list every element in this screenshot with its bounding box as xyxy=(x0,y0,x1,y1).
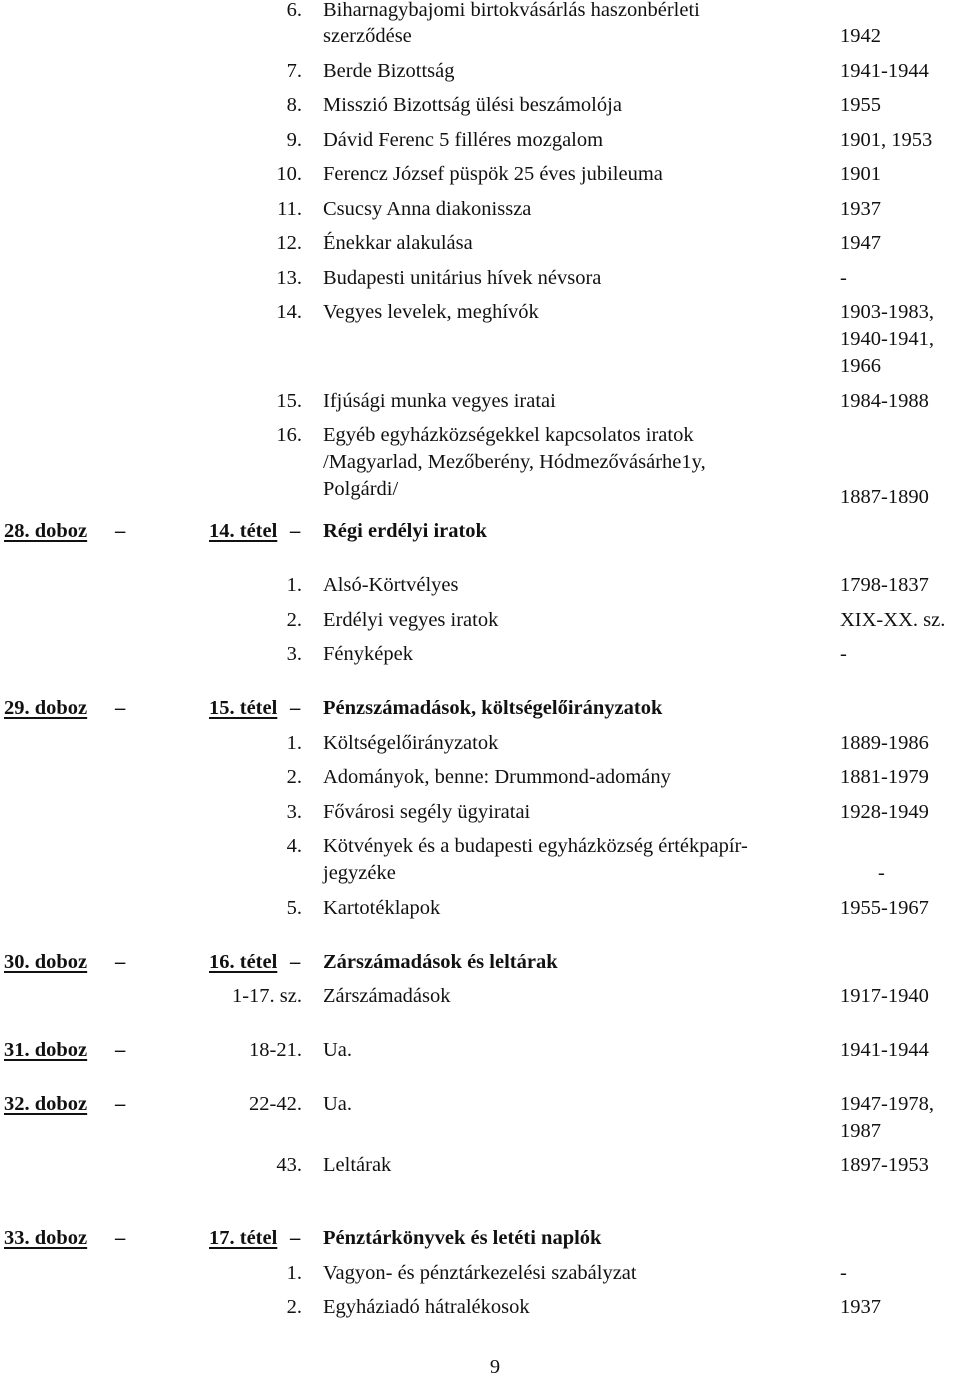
item-number: 1-17. sz. xyxy=(231,985,302,1007)
item-text: Ifjúsági munka vegyes iratai xyxy=(323,390,556,412)
item-text: Kartotéklapok xyxy=(323,897,441,919)
item-text: Adományok, benne: Drummond-adomány xyxy=(323,766,671,788)
item-number: 3. xyxy=(286,643,302,665)
tetel-label: 16. tétel xyxy=(209,951,278,973)
item-text: Zárszámadások xyxy=(323,985,451,1007)
item-text: Fényképek xyxy=(323,643,413,665)
item-text: Egyháziadó hátralékosok xyxy=(323,1296,530,1318)
item-date: - xyxy=(878,862,885,884)
item-text: Biharnagybajomi birtokvásárlás haszonbérleti xyxy=(323,0,700,21)
box-label: 31. doboz xyxy=(4,1039,88,1061)
item-text: Ferencz József püspök 25 éves jubileuma xyxy=(323,163,663,185)
item-number: 1. xyxy=(286,574,302,596)
dash: – xyxy=(115,1039,126,1061)
item-number: 3. xyxy=(286,801,302,823)
item-text: jegyzéke xyxy=(323,862,396,884)
item-date: 1947-1978, xyxy=(840,1093,934,1115)
dash: – xyxy=(115,697,126,719)
item-number: 8. xyxy=(286,94,302,116)
item-number: 10. xyxy=(276,163,302,185)
item-text: Dávid Ferenc 5 filléres mozgalom xyxy=(323,129,604,151)
item-number: 11. xyxy=(277,198,302,220)
item-number: 2. xyxy=(286,609,302,631)
item-date: 1887-1890 xyxy=(840,486,929,508)
item-date: 1901, 1953 xyxy=(840,129,933,151)
item-text: szerződése xyxy=(323,25,412,47)
box-label: 30. doboz xyxy=(4,951,88,973)
item-text: Alsó-Körtvélyes xyxy=(323,574,459,596)
item-number: 2. xyxy=(286,766,302,788)
section-title: Pénzszámadások, költségelőirányzatok xyxy=(323,697,663,719)
box-label: 28. doboz xyxy=(4,520,88,542)
item-date: 1903-1983, xyxy=(840,301,934,323)
item-date: XIX-XX. sz. xyxy=(840,609,946,631)
dash: – xyxy=(290,951,301,973)
item-number: 22-42. xyxy=(249,1093,302,1115)
item-text: Fővárosi segély ügyiratai xyxy=(323,801,531,823)
item-date: 1941-1944 xyxy=(840,1039,929,1061)
item-date: 1984-1988 xyxy=(840,390,929,412)
item-number: 4. xyxy=(286,835,302,857)
item-text: Kötvények és a budapesti egyházközség értékpapír- xyxy=(323,835,748,857)
item-number: 2. xyxy=(286,1296,302,1318)
item-number: 9. xyxy=(286,129,302,151)
item-date: 1955-1967 xyxy=(840,897,929,919)
box-label: 29. doboz xyxy=(4,697,88,719)
item-date: 1941-1944 xyxy=(840,60,929,82)
item-date: 1889-1986 xyxy=(840,732,929,754)
item-number: 14. xyxy=(276,301,302,323)
item-text: Ua. xyxy=(323,1039,353,1061)
item-number: 1. xyxy=(286,1262,302,1284)
item-number: 13. xyxy=(276,267,302,289)
item-text: Polgárdi/ xyxy=(323,478,399,500)
item-date: 1917-1940 xyxy=(840,985,929,1007)
item-number: 43. xyxy=(276,1154,302,1176)
item-date: 1966 xyxy=(840,355,881,377)
item-date: 1798-1837 xyxy=(840,574,929,596)
item-date: 1987 xyxy=(840,1120,881,1142)
dash: – xyxy=(290,697,301,719)
page-number: 9 xyxy=(489,1356,501,1378)
item-number: 5. xyxy=(286,897,302,919)
box-label: 33. doboz xyxy=(4,1227,88,1249)
item-number: 12. xyxy=(276,232,302,254)
item-date: - xyxy=(840,643,847,665)
item-date: 1897-1953 xyxy=(840,1154,929,1176)
item-date: 1942 xyxy=(840,25,881,47)
item-number: 16. xyxy=(276,424,302,446)
item-date: - xyxy=(840,1262,847,1284)
item-number: 18-21. xyxy=(249,1039,302,1061)
tetel-label: 14. tétel xyxy=(209,520,278,542)
item-date: 1928-1949 xyxy=(840,801,929,823)
item-text: Egyéb egyházközségekkel kapcsolatos iratok xyxy=(323,424,694,446)
item-date: 1940-1941, xyxy=(840,328,934,350)
item-text: Ua. xyxy=(323,1093,353,1115)
item-number: 7. xyxy=(286,60,302,82)
dash: – xyxy=(115,520,126,542)
item-text: Misszió Bizottság ülési beszámolója xyxy=(323,94,622,116)
dash: – xyxy=(290,520,301,542)
box-label: 32. doboz xyxy=(4,1093,88,1115)
item-text: Berde Bizottság xyxy=(323,60,455,82)
section-title: Zárszámadások és leltárak xyxy=(323,951,558,973)
section-title: Régi erdélyi iratok xyxy=(323,520,487,542)
item-date: - xyxy=(840,267,847,289)
item-text: Csucsy Anna diakonissza xyxy=(323,198,532,220)
dash: – xyxy=(115,1093,126,1115)
item-text: Vagyon- és pénztárkezelési szabályzat xyxy=(323,1262,637,1284)
item-number: 6. xyxy=(286,0,302,21)
item-date: 1937 xyxy=(840,1296,881,1318)
item-date: 1947 xyxy=(840,232,881,254)
item-text: Költségelőirányzatok xyxy=(323,732,499,754)
item-text: Énekkar alakulása xyxy=(323,232,473,254)
section-title: Pénztárkönyvek és letéti naplók xyxy=(323,1227,602,1249)
dash: – xyxy=(290,1227,301,1249)
item-date: 1881-1979 xyxy=(840,766,929,788)
item-text: /Magyarlad, Mezőberény, Hódmezővásárhe1y, xyxy=(323,451,706,473)
item-text: Leltárak xyxy=(323,1154,392,1176)
item-number: 15. xyxy=(276,390,302,412)
item-text: Erdélyi vegyes iratok xyxy=(323,609,499,631)
tetel-label: 15. tétel xyxy=(209,697,278,719)
dash: – xyxy=(115,951,126,973)
item-date: 1901 xyxy=(840,163,881,185)
item-text: Vegyes levelek, meghívók xyxy=(323,301,539,323)
item-number: 1. xyxy=(286,732,302,754)
tetel-label: 17. tétel xyxy=(209,1227,278,1249)
item-date: 1955 xyxy=(840,94,881,116)
item-text: Budapesti unitárius hívek névsora xyxy=(323,267,602,289)
dash: – xyxy=(115,1227,126,1249)
item-date: 1937 xyxy=(840,198,881,220)
